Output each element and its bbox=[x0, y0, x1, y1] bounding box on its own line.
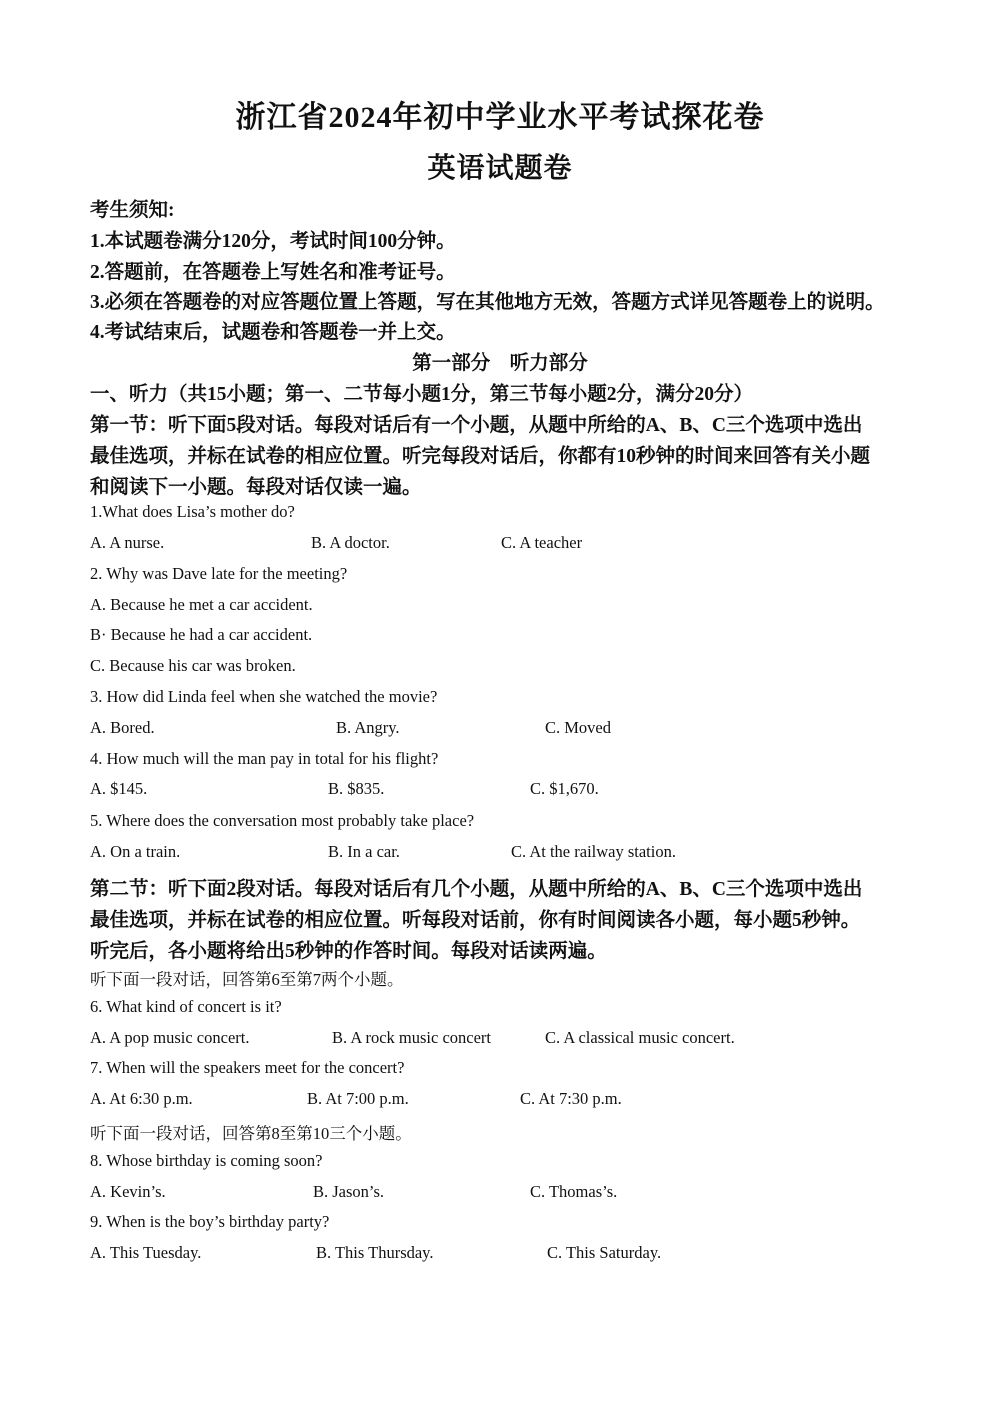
dialog-1-intro: 听下面一段对话，回答第6至第7两个小题。 bbox=[90, 970, 404, 989]
question-9-option-b: B. This Thursday. bbox=[316, 1243, 434, 1262]
listening-heading: 一、听力（共15小题；第一、二节每小题1分，第三节每小题2分，满分20分） bbox=[90, 384, 754, 405]
question-7-stem: 7. When will the speakers meet for the concert? bbox=[90, 1058, 405, 1077]
question-1-stem: 1.What does Lisa’s mother do? bbox=[90, 502, 295, 521]
question-3-option-c: C. Moved bbox=[545, 718, 611, 737]
question-8-option-b: B. Jason’s. bbox=[313, 1182, 385, 1201]
question-7-option-a: A. At 6:30 p.m. bbox=[90, 1089, 193, 1108]
question-9-option-a: A. This Tuesday. bbox=[90, 1243, 202, 1262]
notice-item: 3.必须在答题卷的对应答题位置上答题，写在其他地方无效，答题方式详见答题卷上的说明。 bbox=[90, 292, 885, 313]
question-3-option-b: B. Angry. bbox=[336, 718, 400, 737]
question-1-option-a: A. A nurse. bbox=[90, 533, 165, 552]
section2-instruction: 第二节：听下面2段对话。每段对话后有几个小题，从题中所给的A、B、C三个选项中选出 bbox=[90, 879, 863, 900]
question-8-stem: 8. Whose birthday is coming soon? bbox=[90, 1151, 323, 1170]
dialog-2-intro: 听下面一段对话，回答第8至第10三个小题。 bbox=[90, 1124, 412, 1143]
question-5-option-a: A. On a train. bbox=[90, 842, 181, 861]
question-2-stem: 2. Why was Dave late for the meeting? bbox=[90, 564, 348, 583]
question-5-stem: 5. Where does the conversation most probably take place? bbox=[90, 811, 475, 830]
question-1-option-c: C. A teacher bbox=[501, 533, 583, 552]
question-6-option-b: B. A rock music concert bbox=[332, 1028, 492, 1047]
question-4-option-c: C. $1,670. bbox=[530, 779, 599, 798]
question-4-option-b: B. $835. bbox=[328, 779, 385, 798]
question-3-option-a: A. Bored. bbox=[90, 718, 155, 737]
question-3-stem: 3. How did Linda feel when she watched the movie? bbox=[90, 687, 438, 706]
question-2-option-b: B· Because he had a car accident. bbox=[90, 625, 313, 644]
notice-item: 2.答题前，在答题卷上写姓名和准考证号。 bbox=[90, 262, 456, 283]
question-8-option-a: A. Kevin’s. bbox=[90, 1182, 166, 1201]
notice-heading: 考生须知: bbox=[90, 200, 175, 221]
exam-subtitle: 英语试题卷 bbox=[427, 153, 573, 184]
notice-item: 4.考试结束后，试题卷和答题卷一并上交。 bbox=[90, 322, 456, 343]
question-6-option-a: A. A pop music concert. bbox=[90, 1028, 250, 1047]
question-1-option-b: B. A doctor. bbox=[311, 533, 390, 552]
section1-instruction: 第一节：听下面5段对话。每段对话后有一个小题，从题中所给的A、B、C三个选项中选出 bbox=[90, 415, 863, 436]
exam-title: 浙江省2024年初中学业水平考试探花卷 bbox=[235, 101, 765, 134]
question-8-option-c: C. Thomas’s. bbox=[530, 1182, 618, 1201]
notice-item: 1.本试题卷满分120分，考试时间100分钟。 bbox=[90, 231, 456, 252]
section1-instruction: 和阅读下一小题。每段对话仅读一遍。 bbox=[90, 477, 422, 498]
question-2-option-c: C. Because his car was broken. bbox=[90, 656, 296, 675]
question-5-option-c: C. At the railway station. bbox=[511, 842, 676, 861]
question-4-option-a: A. $145. bbox=[90, 779, 148, 798]
question-9-option-c: C. This Saturday. bbox=[547, 1243, 662, 1262]
section1-instruction: 最佳选项，并标在试卷的相应位置。听完每段对话后，你都有10秒钟的时间来回答有关小题 bbox=[90, 446, 871, 467]
question-6-stem: 6. What kind of concert is it? bbox=[90, 997, 282, 1016]
question-9-stem: 9. When is the boy’s birthday party? bbox=[90, 1212, 330, 1231]
question-5-option-b: B. In a car. bbox=[328, 842, 400, 861]
question-7-option-c: C. At 7:30 p.m. bbox=[520, 1089, 622, 1108]
question-7-option-b: B. At 7:00 p.m. bbox=[307, 1089, 409, 1108]
question-2-option-a: A. Because he met a car accident. bbox=[90, 595, 313, 614]
section2-instruction: 听完后，各小题将给出5秒钟的作答时间。每段对话读两遍。 bbox=[90, 941, 607, 962]
section2-instruction: 最佳选项，并标在试卷的相应位置。听每段对话前，你有时间阅读各小题，每小题5秒钟。 bbox=[90, 910, 861, 931]
question-6-option-c: C. A classical music concert. bbox=[545, 1028, 735, 1047]
part1-heading: 第一部分 听力部分 bbox=[412, 353, 588, 374]
question-4-stem: 4. How much will the man pay in total for his flight? bbox=[90, 749, 439, 768]
